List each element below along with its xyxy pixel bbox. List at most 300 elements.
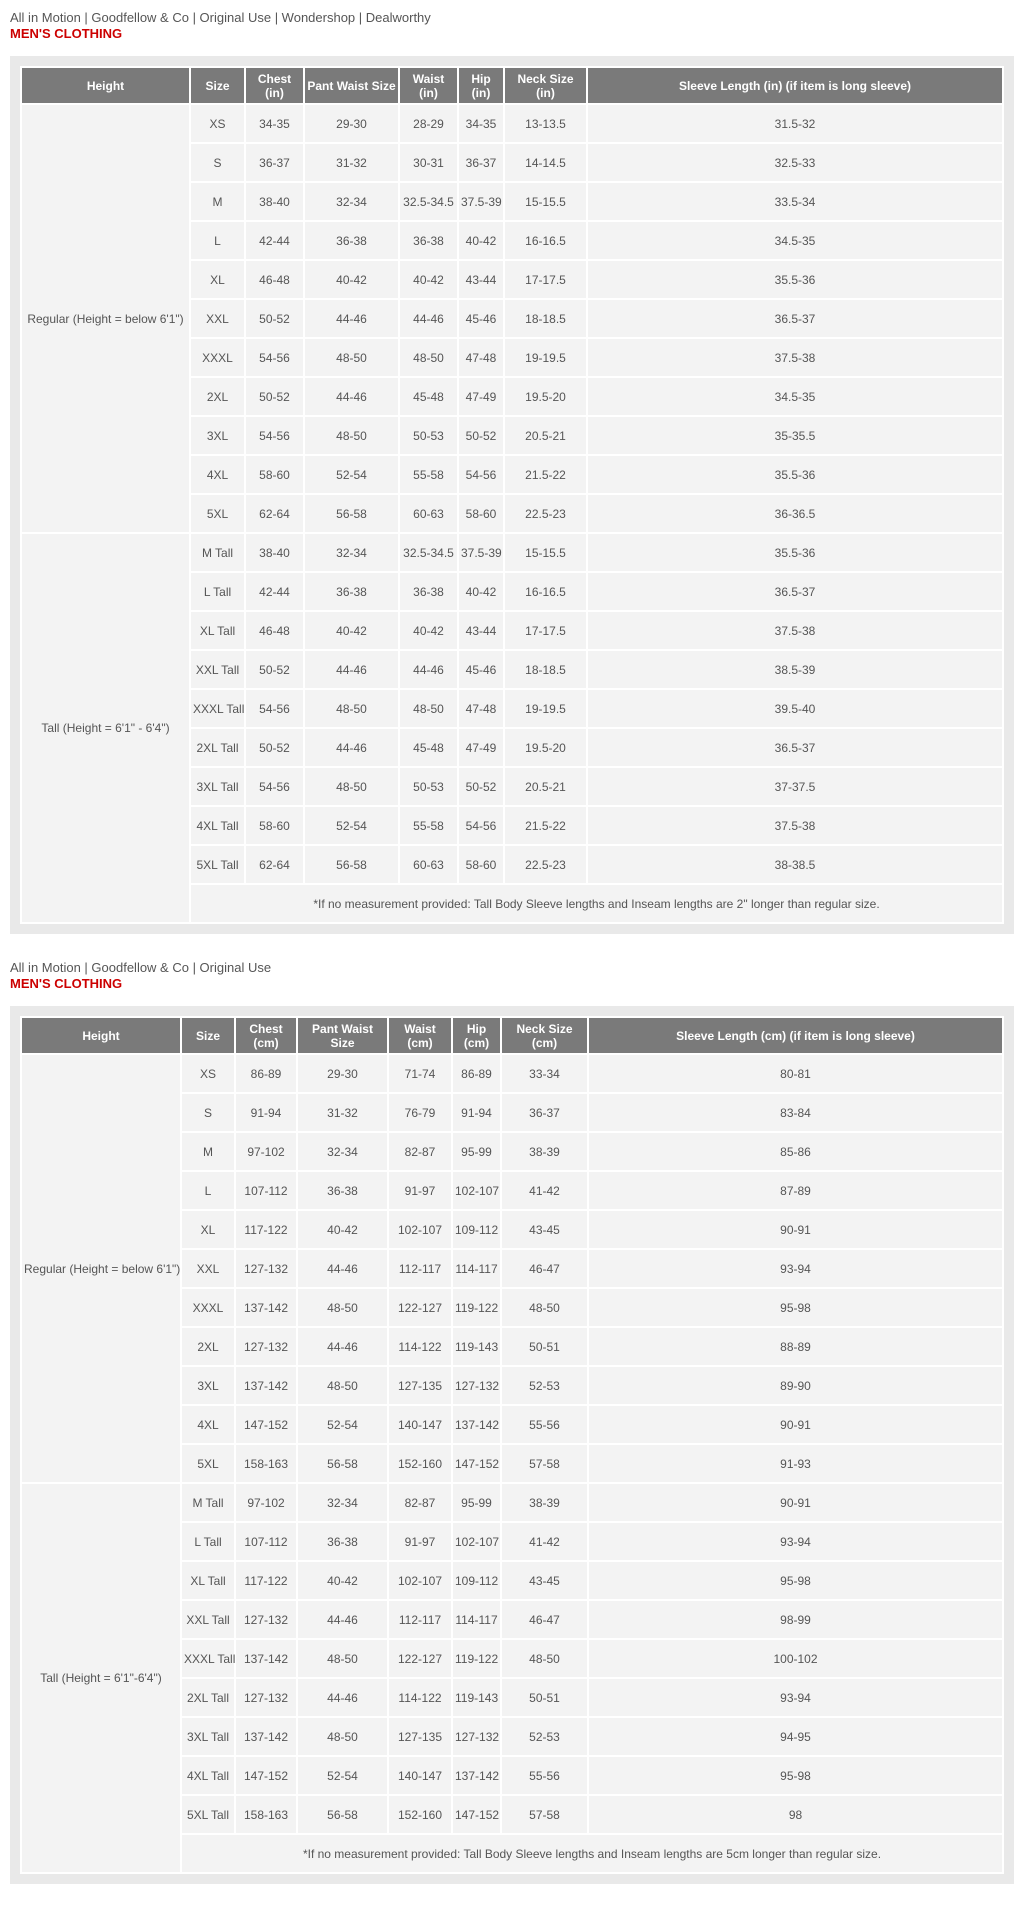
measurement-cell: 91-93 (589, 1445, 1002, 1482)
measurement-cell: 91-97 (389, 1523, 451, 1560)
measurement-cell: 127-135 (389, 1367, 451, 1404)
size-cell: XS (182, 1055, 234, 1092)
measurement-cell: 86-89 (236, 1055, 296, 1092)
measurement-cell: 119-122 (453, 1289, 500, 1326)
measurement-cell: 127-132 (236, 1250, 296, 1287)
measurement-cell: 100-102 (589, 1640, 1002, 1677)
measurement-cell: 54-56 (459, 456, 503, 493)
measurement-cell: 46-47 (502, 1250, 587, 1287)
column-header: Size (182, 1018, 234, 1053)
measurement-cell: 35.5-36 (588, 534, 1002, 571)
measurement-cell: 95-99 (453, 1133, 500, 1170)
measurement-cell: 44-46 (305, 729, 398, 766)
measurement-cell: 56-58 (305, 846, 398, 883)
size-table-cm (20, 1016, 1004, 1874)
measurement-cell: 45-46 (459, 651, 503, 688)
measurement-cell: 32.5-33 (588, 144, 1002, 181)
measurement-cell: 55-58 (400, 807, 457, 844)
size-cell: XXXL Tall (191, 690, 244, 727)
size-cell: XL (182, 1211, 234, 1248)
measurement-cell: 41-42 (502, 1172, 587, 1209)
measurement-cell: 34-35 (459, 105, 503, 142)
measurement-cell: 114-122 (389, 1328, 451, 1365)
measurement-cell: 48-50 (305, 690, 398, 727)
measurement-cell: 45-48 (400, 378, 457, 415)
size-cell: XXXL (191, 339, 244, 376)
measurement-cell: 127-132 (453, 1718, 500, 1755)
measurement-cell: 50-53 (400, 768, 457, 805)
measurement-cell: 48-50 (305, 417, 398, 454)
table-body (22, 105, 1002, 922)
size-cell: 2XL (191, 378, 244, 415)
measurement-cell: 127-132 (236, 1328, 296, 1365)
measurement-cell: 58-60 (459, 495, 503, 532)
measurement-cell: 52-53 (502, 1718, 587, 1755)
measurement-cell: 85-86 (589, 1133, 1002, 1170)
measurement-cell: 37.5-38 (588, 339, 1002, 376)
column-header: Height (22, 1018, 180, 1053)
measurement-cell: 140-147 (389, 1757, 451, 1794)
measurement-cell: 29-30 (305, 105, 398, 142)
size-cell: XXL (182, 1250, 234, 1287)
measurement-cell: 152-160 (389, 1796, 451, 1833)
measurement-cell: 122-127 (389, 1289, 451, 1326)
measurement-cell: 93-94 (589, 1523, 1002, 1560)
measurement-cell: 58-60 (246, 807, 303, 844)
measurement-cell: 16-16.5 (505, 573, 586, 610)
measurement-cell: 158-163 (236, 1445, 296, 1482)
measurement-cell: 33.5-34 (588, 183, 1002, 220)
measurement-cell: 50-52 (459, 768, 503, 805)
measurement-cell: 62-64 (246, 846, 303, 883)
measurement-cell: 52-54 (305, 807, 398, 844)
measurement-cell: 36-38 (400, 573, 457, 610)
table-panel (10, 1006, 1014, 1884)
measurement-cell: 38-40 (246, 183, 303, 220)
measurement-cell: 48-50 (298, 1289, 387, 1326)
measurement-cell: 34.5-35 (588, 222, 1002, 259)
height-group-label: Tall (Height = 6'1" - 6'4") (22, 534, 189, 922)
size-cell: L Tall (182, 1523, 234, 1560)
measurement-cell: 90-91 (589, 1406, 1002, 1443)
table-panel (10, 56, 1014, 934)
measurement-cell: 44-46 (305, 300, 398, 337)
measurement-cell: 47-48 (459, 339, 503, 376)
measurement-cell: 50-52 (246, 729, 303, 766)
measurement-cell: 50-51 (502, 1679, 587, 1716)
measurement-cell: 16-16.5 (505, 222, 586, 259)
measurement-cell: 43-44 (459, 261, 503, 298)
measurement-cell: 32.5-34.5 (400, 183, 457, 220)
measurement-cell: 95-98 (589, 1289, 1002, 1326)
size-cell: M Tall (191, 534, 244, 571)
measurement-cell: 54-56 (459, 807, 503, 844)
measurement-cell: 48-50 (298, 1718, 387, 1755)
measurement-cell: 43-44 (459, 612, 503, 649)
measurement-cell: 48-50 (400, 339, 457, 376)
measurement-cell: 38-39 (502, 1484, 587, 1521)
measurement-cell: 97-102 (236, 1133, 296, 1170)
measurement-cell: 44-46 (298, 1328, 387, 1365)
measurement-cell: 41-42 (502, 1523, 587, 1560)
measurement-cell: 60-63 (400, 495, 457, 532)
measurement-cell: 102-107 (389, 1562, 451, 1599)
size-cell: M (182, 1133, 234, 1170)
measurement-cell: 50-52 (459, 417, 503, 454)
size-chart-cm-section (10, 960, 1014, 1884)
measurement-cell: 36-38 (400, 222, 457, 259)
measurement-cell: 147-152 (453, 1445, 500, 1482)
measurement-cell: 48-50 (298, 1640, 387, 1677)
measurement-cell: 83-84 (589, 1094, 1002, 1131)
measurement-cell: 82-87 (389, 1484, 451, 1521)
column-header: Waist (in) (400, 68, 457, 103)
measurement-cell: 20.5-21 (505, 417, 586, 454)
measurement-cell: 40-42 (305, 261, 398, 298)
measurement-cell: 158-163 (236, 1796, 296, 1833)
measurement-cell: 97-102 (236, 1484, 296, 1521)
size-cell: 2XL Tall (191, 729, 244, 766)
column-header: Pant Waist Size (298, 1018, 387, 1053)
measurement-cell: 48-50 (502, 1640, 587, 1677)
measurement-cell: 52-53 (502, 1367, 587, 1404)
measurement-cell: 52-54 (298, 1406, 387, 1443)
measurement-cell: 137-142 (236, 1640, 296, 1677)
measurement-cell: 152-160 (389, 1445, 451, 1482)
measurement-cell: 93-94 (589, 1250, 1002, 1287)
measurement-cell: 20.5-21 (505, 768, 586, 805)
measurement-cell: 82-87 (389, 1133, 451, 1170)
measurement-cell: 48-50 (305, 768, 398, 805)
measurement-cell: 140-147 (389, 1406, 451, 1443)
measurement-cell: 31-32 (305, 144, 398, 181)
measurement-cell: 127-132 (453, 1367, 500, 1404)
measurement-cell: 34.5-35 (588, 378, 1002, 415)
measurement-cell: 31.5-32 (588, 105, 1002, 142)
measurement-cell: 44-46 (298, 1601, 387, 1638)
measurement-cell: 50-53 (400, 417, 457, 454)
measurement-cell: 17-17.5 (505, 261, 586, 298)
size-cell: XL Tall (182, 1562, 234, 1599)
measurement-cell: 47-48 (459, 690, 503, 727)
size-cell: 3XL Tall (191, 768, 244, 805)
measurement-cell: 46-48 (246, 612, 303, 649)
measurement-cell: 90-91 (589, 1211, 1002, 1248)
measurement-cell: 147-152 (236, 1757, 296, 1794)
measurement-cell: 55-56 (502, 1757, 587, 1794)
measurement-cell: 137-142 (236, 1289, 296, 1326)
size-cell: 4XL (191, 456, 244, 493)
measurement-cell: 36.5-37 (588, 300, 1002, 337)
size-cell: M Tall (182, 1484, 234, 1521)
measurement-cell: 39.5-40 (588, 690, 1002, 727)
measurement-cell: 19.5-20 (505, 729, 586, 766)
measurement-cell: 54-56 (246, 690, 303, 727)
size-cell: 3XL (182, 1367, 234, 1404)
column-header: Height (22, 68, 189, 103)
measurement-cell: 90-91 (589, 1484, 1002, 1521)
measurement-cell: 36-36.5 (588, 495, 1002, 532)
size-cell: 5XL Tall (191, 846, 244, 883)
measurement-cell: 98 (589, 1796, 1002, 1833)
section-heading: MEN'S CLOTHING (10, 26, 123, 41)
measurement-cell: 119-143 (453, 1328, 500, 1365)
measurement-cell: 48-50 (305, 339, 398, 376)
measurement-cell: 36-37 (502, 1094, 587, 1131)
measurement-cell: 52-54 (305, 456, 398, 493)
measurement-cell: 38-39 (502, 1133, 587, 1170)
measurement-cell: 19.5-20 (505, 378, 586, 415)
size-cell: 5XL (191, 495, 244, 532)
measurement-cell: 35.5-36 (588, 261, 1002, 298)
measurement-cell: 22.5-23 (505, 846, 586, 883)
measurement-cell: 58-60 (246, 456, 303, 493)
size-cell: XXL (191, 300, 244, 337)
column-header: Chest (cm) (236, 1018, 296, 1053)
size-cell: 3XL (191, 417, 244, 454)
measurement-cell: 137-142 (453, 1757, 500, 1794)
measurement-cell: 50-51 (502, 1328, 587, 1365)
measurement-cell: 38-40 (246, 534, 303, 571)
measurement-cell: 109-112 (453, 1562, 500, 1599)
measurement-cell: 102-107 (453, 1172, 500, 1209)
measurement-cell: 86-89 (453, 1055, 500, 1092)
measurement-cell: 107-112 (236, 1523, 296, 1560)
measurement-cell: 54-56 (246, 417, 303, 454)
measurement-cell: 21.5-22 (505, 456, 586, 493)
measurement-cell: 37.5-38 (588, 807, 1002, 844)
size-cell: L (182, 1172, 234, 1209)
column-header: Neck Size (in) (505, 68, 586, 103)
footnote: *If no measurement provided: Tall Body Sleeve lengths and Inseam lengths are 5cm longer than regular size. (182, 1835, 1002, 1872)
size-cell: XXXL (182, 1289, 234, 1326)
measurement-cell: 15-15.5 (505, 534, 586, 571)
measurement-cell: 91-94 (236, 1094, 296, 1131)
measurement-cell: 55-58 (400, 456, 457, 493)
measurement-cell: 33-34 (502, 1055, 587, 1092)
size-cell: 4XL (182, 1406, 234, 1443)
measurement-cell: 147-152 (453, 1796, 500, 1833)
measurement-cell: 30-31 (400, 144, 457, 181)
measurement-cell: 38.5-39 (588, 651, 1002, 688)
measurement-cell: 29-30 (298, 1055, 387, 1092)
measurement-cell: 46-48 (246, 261, 303, 298)
size-cell: XXL Tall (182, 1601, 234, 1638)
measurement-cell: 117-122 (236, 1562, 296, 1599)
measurement-cell: 89-90 (589, 1367, 1002, 1404)
column-header: Pant Waist Size (305, 68, 398, 103)
table-header-row (22, 1018, 1002, 1053)
measurement-cell: 32-34 (298, 1133, 387, 1170)
measurement-cell: 137-142 (453, 1406, 500, 1443)
size-cell: 2XL Tall (182, 1679, 234, 1716)
measurement-cell: 102-107 (389, 1211, 451, 1248)
measurement-cell: 91-94 (453, 1094, 500, 1131)
measurement-cell: 50-52 (246, 378, 303, 415)
measurement-cell: 44-46 (305, 651, 398, 688)
table-row (22, 105, 1002, 142)
measurement-cell: 107-112 (236, 1172, 296, 1209)
measurement-cell: 93-94 (589, 1679, 1002, 1716)
measurement-cell: 127-135 (389, 1718, 451, 1755)
measurement-cell: 57-58 (502, 1445, 587, 1482)
measurement-cell: 102-107 (453, 1523, 500, 1560)
measurement-cell: 94-95 (589, 1718, 1002, 1755)
measurement-cell: 114-117 (453, 1601, 500, 1638)
column-header: Sleeve Length (in) (if item is long sleeve) (588, 68, 1002, 103)
measurement-cell: 36-38 (305, 222, 398, 259)
measurement-cell: 14-14.5 (505, 144, 586, 181)
size-cell: 5XL Tall (182, 1796, 234, 1833)
measurement-cell: 117-122 (236, 1211, 296, 1248)
measurement-cell: 44-46 (400, 300, 457, 337)
measurement-cell: 95-99 (453, 1484, 500, 1521)
measurement-cell: 40-42 (298, 1562, 387, 1599)
measurement-cell: 47-49 (459, 729, 503, 766)
measurement-cell: 32-34 (305, 534, 398, 571)
measurement-cell: 95-98 (589, 1562, 1002, 1599)
table-body (22, 1055, 1002, 1872)
measurement-cell: 28-29 (400, 105, 457, 142)
size-cell: 4XL Tall (191, 807, 244, 844)
measurement-cell: 43-45 (502, 1562, 587, 1599)
size-cell: 3XL Tall (182, 1718, 234, 1755)
size-cell: 4XL Tall (182, 1757, 234, 1794)
measurement-cell: 114-122 (389, 1679, 451, 1716)
measurement-cell: 137-142 (236, 1718, 296, 1755)
measurement-cell: 31-32 (298, 1094, 387, 1131)
measurement-cell: 119-122 (453, 1640, 500, 1677)
measurement-cell: 56-58 (298, 1445, 387, 1482)
measurement-cell: 48-50 (400, 690, 457, 727)
measurement-cell: 40-42 (298, 1211, 387, 1248)
measurement-cell: 56-58 (305, 495, 398, 532)
footnote: *If no measurement provided: Tall Body Sleeve lengths and Inseam lengths are 2" longer than regular size. (191, 885, 1002, 922)
measurement-cell: 88-89 (589, 1328, 1002, 1365)
measurement-cell: 22.5-23 (505, 495, 586, 532)
column-header: Sleeve Length (cm) (if item is long sleeve) (589, 1018, 1002, 1053)
measurement-cell: 114-117 (453, 1250, 500, 1287)
measurement-cell: 40-42 (459, 222, 503, 259)
measurement-cell: 45-46 (459, 300, 503, 337)
table-row (22, 1055, 1002, 1092)
measurement-cell: 95-98 (589, 1757, 1002, 1794)
height-group-label: Tall (Height = 6'1"-6'4") (22, 1484, 180, 1872)
measurement-cell: 76-79 (389, 1094, 451, 1131)
measurement-cell: 36-38 (305, 573, 398, 610)
measurement-cell: 62-64 (246, 495, 303, 532)
measurement-cell: 40-42 (305, 612, 398, 649)
size-cell: S (191, 144, 244, 181)
column-header: Neck Size (cm) (502, 1018, 587, 1053)
measurement-cell: 56-58 (298, 1796, 387, 1833)
measurement-cell: 42-44 (246, 573, 303, 610)
measurement-cell: 54-56 (246, 339, 303, 376)
measurement-cell: 35.5-36 (588, 456, 1002, 493)
measurement-cell: 112-117 (389, 1250, 451, 1287)
measurement-cell: 87-89 (589, 1172, 1002, 1209)
measurement-cell: 43-45 (502, 1211, 587, 1248)
measurement-cell: 42-44 (246, 222, 303, 259)
size-cell: XXXL Tall (182, 1640, 234, 1677)
size-chart-inches-section (10, 10, 1014, 934)
measurement-cell: 147-152 (236, 1406, 296, 1443)
measurement-cell: 19-19.5 (505, 339, 586, 376)
size-cell: M (191, 183, 244, 220)
size-cell: S (182, 1094, 234, 1131)
measurement-cell: 18-18.5 (505, 651, 586, 688)
measurement-cell: 40-42 (400, 261, 457, 298)
measurement-cell: 47-49 (459, 378, 503, 415)
table-row (22, 534, 1002, 571)
measurement-cell: 91-97 (389, 1172, 451, 1209)
measurement-cell: 15-15.5 (505, 183, 586, 220)
size-cell: XL Tall (191, 612, 244, 649)
measurement-cell: 60-63 (400, 846, 457, 883)
measurement-cell: 38-38.5 (588, 846, 1002, 883)
measurement-cell: 19-19.5 (505, 690, 586, 727)
table-row (22, 1484, 1002, 1521)
size-cell: XS (191, 105, 244, 142)
measurement-cell: 37.5-39 (459, 534, 503, 571)
measurement-cell: 137-142 (236, 1367, 296, 1404)
column-header: Chest (in) (246, 68, 303, 103)
measurement-cell: 80-81 (589, 1055, 1002, 1092)
measurement-cell: 119-143 (453, 1679, 500, 1716)
measurement-cell: 36.5-37 (588, 729, 1002, 766)
measurement-cell: 50-52 (246, 651, 303, 688)
measurement-cell: 45-48 (400, 729, 457, 766)
section-heading: MEN'S CLOTHING (10, 976, 123, 991)
table-header-row (22, 68, 1002, 103)
size-cell: L (191, 222, 244, 259)
measurement-cell: 127-132 (236, 1679, 296, 1716)
measurement-cell: 44-46 (298, 1679, 387, 1716)
measurement-cell: 46-47 (502, 1601, 587, 1638)
measurement-cell: 36-37 (459, 144, 503, 181)
column-header: Hip (cm) (453, 1018, 500, 1053)
measurement-cell: 36-38 (298, 1172, 387, 1209)
measurement-cell: 32-34 (305, 183, 398, 220)
measurement-cell: 44-46 (298, 1250, 387, 1287)
measurement-cell: 36.5-37 (588, 573, 1002, 610)
height-group-label: Regular (Height = below 6'1") (22, 105, 189, 532)
size-table-inches (20, 66, 1004, 924)
column-header: Waist (cm) (389, 1018, 451, 1053)
height-group-label: Regular (Height = below 6'1") (22, 1055, 180, 1482)
measurement-cell: 40-42 (400, 612, 457, 649)
size-cell: XXL Tall (191, 651, 244, 688)
measurement-cell: 44-46 (305, 378, 398, 415)
measurement-cell: 36-37 (246, 144, 303, 181)
measurement-cell: 122-127 (389, 1640, 451, 1677)
measurement-cell: 36-38 (298, 1523, 387, 1560)
measurement-cell: 21.5-22 (505, 807, 586, 844)
measurement-cell: 54-56 (246, 768, 303, 805)
brand-list: All in Motion | Goodfellow & Co | Original Use | Wondershop | Dealworthy (10, 10, 431, 25)
measurement-cell: 37.5-38 (588, 612, 1002, 649)
measurement-cell: 50-52 (246, 300, 303, 337)
measurement-cell: 98-99 (589, 1601, 1002, 1638)
measurement-cell: 17-17.5 (505, 612, 586, 649)
measurement-cell: 57-58 (502, 1796, 587, 1833)
size-cell: L Tall (191, 573, 244, 610)
measurement-cell: 48-50 (298, 1367, 387, 1404)
size-cell: XL (191, 261, 244, 298)
measurement-cell: 40-42 (459, 573, 503, 610)
measurement-cell: 112-117 (389, 1601, 451, 1638)
measurement-cell: 34-35 (246, 105, 303, 142)
